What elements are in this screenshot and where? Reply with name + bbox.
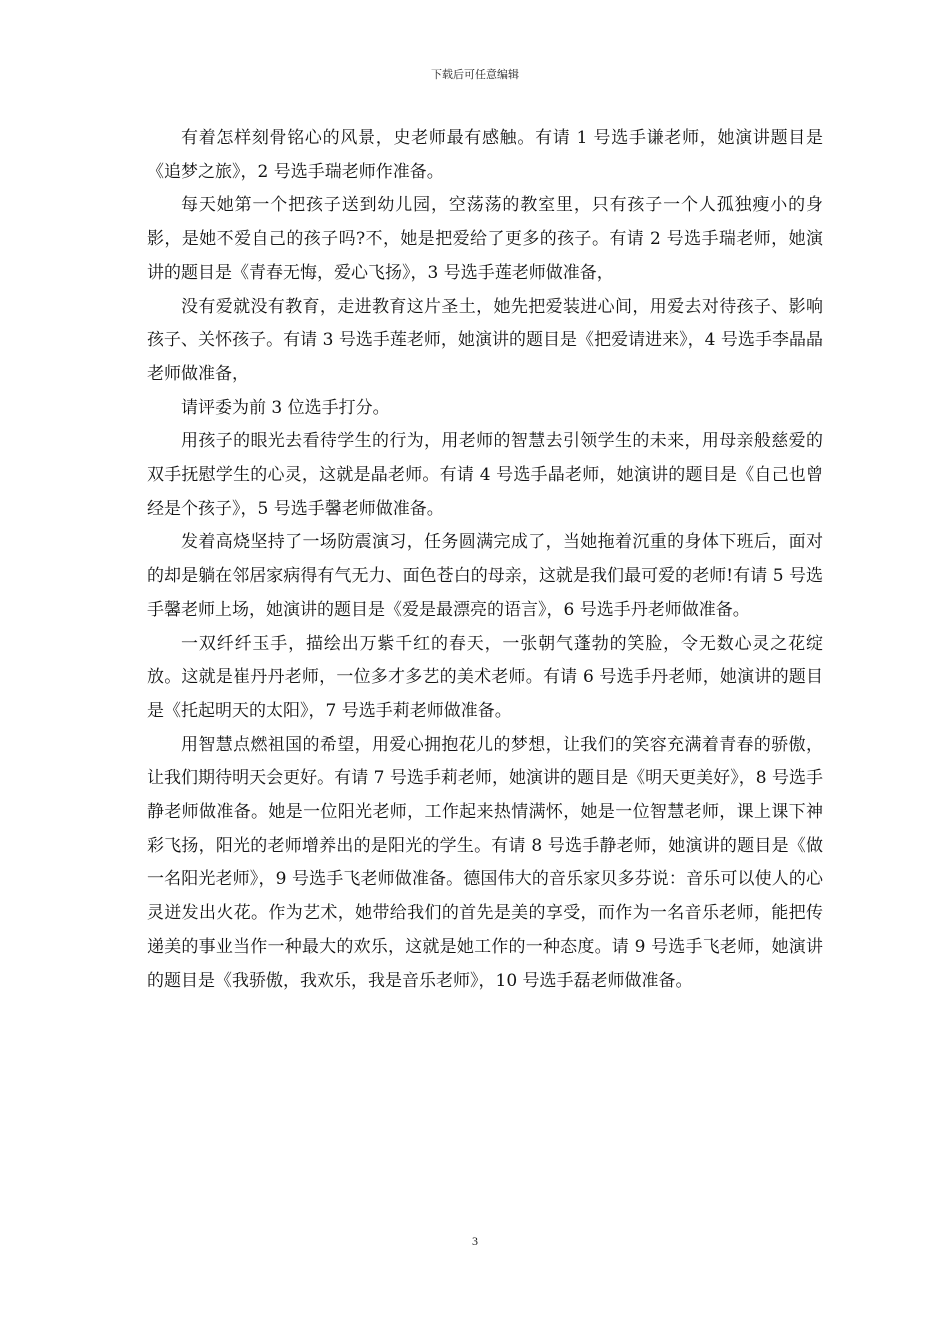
paragraph: 每天她第一个把孩子送到幼儿园，空荡荡的教室里，只有孩子一个人孤独瘦小的身影，是她不爱自己的孩子吗?不，她是把爱给了更多的孩子。有请 2 号选手瑞老师，她演讲的题目是《青春无悔，爱心飞扬》，3 号选手莲老师做准备， — [147, 195, 823, 283]
paragraph: 请评委为前 3 位选手打分。 — [181, 397, 390, 418]
page-number: 3 — [472, 1234, 478, 1248]
document-body — [147, 122, 823, 998]
paragraph: 发着高烧坚持了一场防震演习，任务圆满完成了，当她拖着沉重的身体下班后，面对的却是躺在邻居家病得有气无力、面色苍白的母亲，这就是我们最可爱的老师!有请 5 号选手馨老师上场，她演讲的题目是《爱是最漂亮的语言》，6 号选手丹老师做准备。 — [147, 532, 823, 620]
page-header: 下载后可任意编辑 — [431, 68, 519, 81]
paragraph: 用孩子的眼光去看待学生的行为，用老师的智慧去引领学生的未来，用母亲般慈爱的双手抚慰学生的心灵，这就是晶老师。有请 4 号选手晶老师，她演讲的题目是《自己也曾经是个孩子》，5 号选手馨老师做准备。 — [147, 431, 823, 519]
paragraph: 没有爱就没有教育，走进教育这片圣土，她先把爱装进心间，用爱去对待孩子、影响孩子、关怀孩子。有请 3 号选手莲老师，她演讲的题目是《把爱请进来》，4 号选手李晶晶老师做准备， — [147, 296, 823, 384]
paragraph: 有着怎样刻骨铭心的风景，史老师最有感触。有请 1 号选手谦老师，她演讲题目是《追梦之旅》，2 号选手瑞老师作准备。 — [147, 128, 823, 182]
paragraph: 用智慧点燃祖国的希望，用爱心拥抱花儿的梦想，让我们的笑容充满着青春的骄傲，让我们期待明天会更好。有请 7 号选手莉老师，她演讲的题目是《明天更美好》，8 号选手静老师做准备。她是一位阳光老师，工作起来热情满怀，她是一位智慧老师，课上课下神彩飞扬，阳光的老师增养出的是阳光的学生。有请 8 号选手静老师，她演讲的题目是《做一名阳光老师》，9 号选手飞老师做准备。德国伟大的音乐家贝多芬说：音乐可以使人的心灵迸发出火花。作为艺术，她带给我们的首先是美的享受，而作为一名音乐老师，能把传递美的事业当作一种最大的欢乐，这就是她工作的一种态度。请 9 号选手飞老师，她演讲的题目是《我骄傲，我欢乐，我是音乐老师》，10 号选手磊老师做准备。 — [147, 734, 823, 991]
paragraph: 一双纤纤玉手，描绘出万紫千红的春天，一张朝气蓬勃的笑脸，令无数心灵之花绽放。这就是崔丹丹老师，一位多才多艺的美术老师。有请 6 号选手丹老师，她演讲的题目是《托起明天的太阳》，7 号选手莉老师做准备。 — [147, 633, 823, 721]
